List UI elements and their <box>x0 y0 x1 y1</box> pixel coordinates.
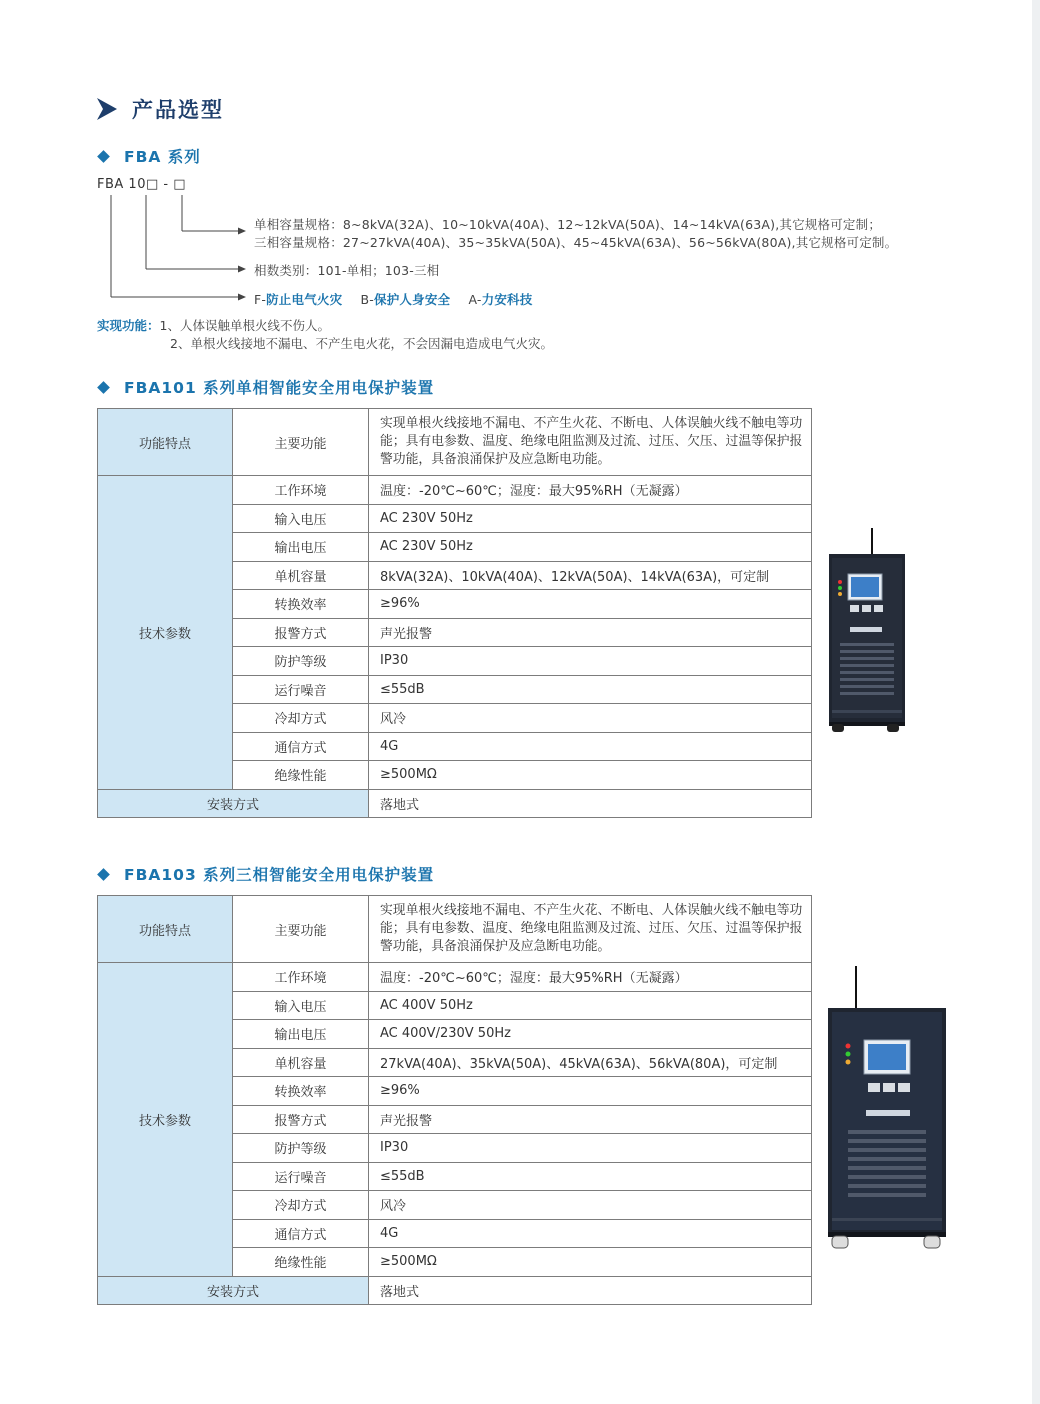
param-name-cell: 工作环境 <box>233 476 369 505</box>
param-value-cell: 声光报警 <box>369 1105 812 1134</box>
table-title: FBA101 系列单相智能安全用电保护装置 <box>124 379 435 397</box>
arrow-right-icon <box>238 228 246 235</box>
arrow-right-icon <box>238 294 246 301</box>
param-name-cell: 运行噪音 <box>233 675 369 704</box>
param-value-cell: IP30 <box>369 647 812 676</box>
param-value-cell: 声光报警 <box>369 618 812 647</box>
code-f: F- <box>254 292 267 307</box>
tech-group-cell: 技术参数 <box>98 963 233 1277</box>
feature-name-cell: 主要功能 <box>233 409 369 476</box>
code-b-label: 保护人身安全 <box>374 292 451 307</box>
param-value-cell: 4G <box>369 1219 812 1248</box>
param-name-cell: 冷却方式 <box>233 1191 369 1220</box>
param-value-cell: 8kVA(32A)、10kVA(40A)、12kVA(50A)、14kVA(63A)，可定制 <box>369 561 812 590</box>
param-value-cell: 温度：-20℃~60℃；湿度：最大95%RH（无凝露） <box>369 476 812 505</box>
three-phase-spec: 三相容量规格：27~27kVA(40A)、35~35kVA(50A)、45~45kVA(63A)、56~56kVA(80A),其它规格可定制。 <box>254 235 898 250</box>
param-name-cell: 输入电压 <box>233 504 369 533</box>
feature-name-cell: 主要功能 <box>233 896 369 963</box>
param-name-cell: 通信方式 <box>233 1219 369 1248</box>
param-value-cell: ≥96% <box>369 1077 812 1106</box>
diamond-bullet-icon <box>97 381 110 394</box>
function-line-2 <box>170 334 553 352</box>
table-row <box>98 896 812 963</box>
spec-table-fba101 <box>97 408 812 818</box>
param-name-cell: 转换效率 <box>233 590 369 619</box>
diamond-bullet-icon <box>97 868 110 881</box>
param-value-cell: IP30 <box>369 1134 812 1163</box>
spec-table-fba103 <box>97 895 812 1305</box>
feature-value-cell: 实现单根火线接地不漏电、不产生火花、不断电、人体误触火线不触电等功能；具有电参数、温度、绝缘电阻监测及过流、过压、欠压、过温等保护报警功能，具备浪涌保护及应急断电功能。 <box>369 896 812 963</box>
section-title: 产品选型 <box>132 98 224 122</box>
param-name-cell: 防护等级 <box>233 1134 369 1163</box>
code-a: A- <box>468 292 482 307</box>
function-item: 1、人体误触单根火线不伤人。 <box>159 318 330 333</box>
phase-type-spec: 相数类别：101-单相；103-三相 <box>254 263 440 278</box>
table-row <box>98 409 812 476</box>
table-row <box>98 1276 812 1305</box>
param-value-cell: ≥500MΩ <box>369 761 812 790</box>
param-value-cell: ≥96% <box>369 590 812 619</box>
param-name-cell: 报警方式 <box>233 618 369 647</box>
tech-group-cell: 技术参数 <box>98 476 233 790</box>
function-code-spec <box>254 290 532 308</box>
model-code-diagram <box>0 0 1040 320</box>
install-label-cell: 安装方式 <box>98 1276 369 1305</box>
param-name-cell: 工作环境 <box>233 963 369 992</box>
param-name-cell: 单机容量 <box>233 1048 369 1077</box>
three-phase-cabinet-image <box>826 966 948 1250</box>
param-name-cell: 输出电压 <box>233 533 369 562</box>
param-value-cell: 4G <box>369 732 812 761</box>
single-phase-cabinet-image <box>826 528 908 734</box>
table-title: FBA103 系列三相智能安全用电保护装置 <box>124 866 435 884</box>
code-b: B- <box>360 292 375 307</box>
table-heading-fba101 <box>97 376 434 398</box>
feature-group-cell: 功能特点 <box>98 409 233 476</box>
arrow-right-icon <box>238 266 246 273</box>
param-value-cell: AC 400V 50Hz <box>369 991 812 1020</box>
feature-group-cell: 功能特点 <box>98 896 233 963</box>
param-name-cell: 输出电压 <box>233 1020 369 1049</box>
table-row <box>98 789 812 818</box>
param-value-cell: AC 230V 50Hz <box>369 533 812 562</box>
param-value-cell: ≤55dB <box>369 675 812 704</box>
single-phase-spec: 单相容量规格：8~8kVA(32A)、10~10kVA(40A)、12~12kVA(50A)、14~14kVA(63A),其它规格可定制； <box>254 217 882 232</box>
param-name-cell: 冷却方式 <box>233 704 369 733</box>
param-value-cell: 风冷 <box>369 1191 812 1220</box>
param-value-cell: ≤55dB <box>369 1162 812 1191</box>
series-title: FBA 系列 <box>124 148 201 166</box>
install-value-cell: 落地式 <box>369 789 812 818</box>
table-row <box>98 963 812 992</box>
param-value-cell: 27kVA(40A)、35kVA(50A)、45kVA(63A)、56kVA(80A)，可定制 <box>369 1048 812 1077</box>
install-value-cell: 落地式 <box>369 1276 812 1305</box>
function-item: 2、单根火线接地不漏电、不产生电火花，不会因漏电造成电气火灾。 <box>170 336 553 351</box>
param-name-cell: 输入电压 <box>233 991 369 1020</box>
param-name-cell: 转换效率 <box>233 1077 369 1106</box>
param-value-cell: AC 400V/230V 50Hz <box>369 1020 812 1049</box>
model-code: FBA 10□ - □ <box>97 177 186 192</box>
param-name-cell: 防护等级 <box>233 647 369 676</box>
table-heading-fba103 <box>97 863 434 885</box>
param-name-cell: 绝缘性能 <box>233 1248 369 1277</box>
code-a-label: 力安科技 <box>481 292 533 307</box>
install-label-cell: 安装方式 <box>98 789 369 818</box>
param-name-cell: 运行噪音 <box>233 1162 369 1191</box>
param-name-cell: 通信方式 <box>233 732 369 761</box>
function-label: 实现功能： <box>97 318 160 333</box>
param-name-cell: 报警方式 <box>233 1105 369 1134</box>
param-value-cell: ≥500MΩ <box>369 1248 812 1277</box>
function-line-1 <box>97 316 330 334</box>
param-name-cell: 单机容量 <box>233 561 369 590</box>
param-name-cell: 绝缘性能 <box>233 761 369 790</box>
param-value-cell: 温度：-20℃~60℃；湿度：最大95%RH（无凝露） <box>369 963 812 992</box>
feature-value-cell: 实现单根火线接地不漏电、不产生火花、不断电、人体误触火线不触电等功能；具有电参数、温度、绝缘电阻监测及过流、过压、欠压、过温等保护报警功能，具备浪涌保护及应急断电功能。 <box>369 409 812 476</box>
code-f-label: 防止电气火灾 <box>266 292 343 307</box>
param-value-cell: AC 230V 50Hz <box>369 504 812 533</box>
table-row <box>98 476 812 505</box>
param-value-cell: 风冷 <box>369 704 812 733</box>
